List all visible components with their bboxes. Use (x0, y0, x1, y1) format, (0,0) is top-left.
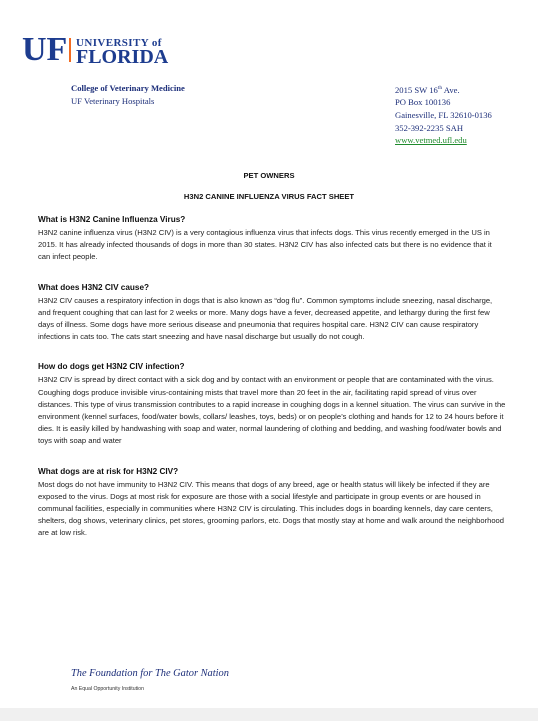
address-city: Gainesville, FL 32610-0136 (395, 110, 492, 121)
document-title: H3N2 CANINE INFLUENZA VIRUS FACT SHEET (183, 192, 355, 201)
uf-logo-university-of: UNIVERSITY of (76, 37, 162, 49)
section-heading: How do dogs get H3N2 CIV infection? (38, 362, 185, 372)
uf-logo (22, 30, 192, 70)
section-heading: What is H3N2 Canine Influenza Virus? (38, 215, 186, 224)
uf-logo-divider (69, 38, 71, 62)
equal-opportunity-note: An Equal Opportunity Institution (71, 686, 144, 692)
section-risk (38, 465, 506, 540)
section-what-is (38, 213, 506, 264)
address-block (395, 82, 492, 147)
section-heading: What does H3N2 CIV cause? (38, 282, 150, 292)
uf-logo-monogram: UF (22, 31, 68, 68)
section-heading: What dogs are at risk for H3N2 CIV? (38, 466, 179, 476)
address-street: 2015 SW 16th Ave. (395, 84, 460, 95)
section-body: H3N2 canine influenza virus (H3N2 CIV) is a very contagious influenza virus that infects dogs. This virus recently emerged in the US in 2015. It has already infected thousands of dogs in more than 30 states. H3N2 CIV has also infected cats but there is no evidence that it can infect people. (38, 228, 492, 262)
section-what-causes (38, 281, 506, 344)
address-phone: 352-392-2235 SAH (395, 122, 464, 133)
section-transmission (38, 360, 506, 447)
foundation-tagline: The Foundation for The Gator Nation (71, 668, 229, 679)
uf-logo-graphic (22, 30, 192, 70)
section-body: H3N2 CIV is spread by direct contact with a sick dog and by contact with an environment or people that are contaminated with the virus. Coughing dogs produce invisible virus-containing mists that travel more than 20 feet in the air, facilitating rapid spread of virus over distances. This type of virus transmission contributes to a rapid increase in coughing dogs in a kennel situation. The virus can survive in the environment (kennel surfaces, food/water bowls, collars/ leashes, toys, beds) or on people’s clothing and hands for 12 to 24 hours before it dies. It is easily killed by handwashing with soap and water, normal laundering of clothing and bedding, and washing food/water bowls and toys with soap and water (38, 375, 506, 446)
uf-logo-florida: FLORIDA (76, 46, 169, 68)
address-po-box: PO Box 100136 (395, 97, 451, 108)
section-body: H3N2 CIV causes a respiratory infection in dogs that is also known as “dog flu”. Common symptoms include sneezing, nasal discharge, and frequent coughing that can last for 2 weeks or more. Many dogs have a fever, decreased appetite, and lethargy during the first few days of illness. Some dogs have more serious disease and pneumonia that requires hospital care. H3N2 CIV can cause respiratory infections in cats too. The cats start sneezing and have nasal discharge but usually do not cough. (38, 295, 493, 342)
page-bottom-band (0, 708, 538, 721)
document-body (38, 213, 506, 557)
website-link[interactable]: www.vetmed.ufl.edu (395, 135, 467, 146)
college-name: College of Veterinary Medicine (71, 83, 185, 93)
section-body: Most dogs do not have immunity to H3N2 CIV. This means that dogs of any breed, age or health status will likely be infected if they are exposed to the virus. Dogs at most risk for exposure are those with a social lifestyle and participate in group events or are housed in communal facilities, especially in communities where H3N2 CIV is circulating. This includes dogs in boarding kennels, day care centers, shelters, dog shows, veterinary clinics, pet stores, grooming parlors, etc. Dogs that mostly stay at home and walk around the neighborhood are at low risk. (38, 479, 504, 538)
college-block (71, 82, 185, 107)
hospitals-name: UF Veterinary Hospitals (71, 95, 155, 106)
audience-label: PET OWNERS (243, 171, 295, 180)
